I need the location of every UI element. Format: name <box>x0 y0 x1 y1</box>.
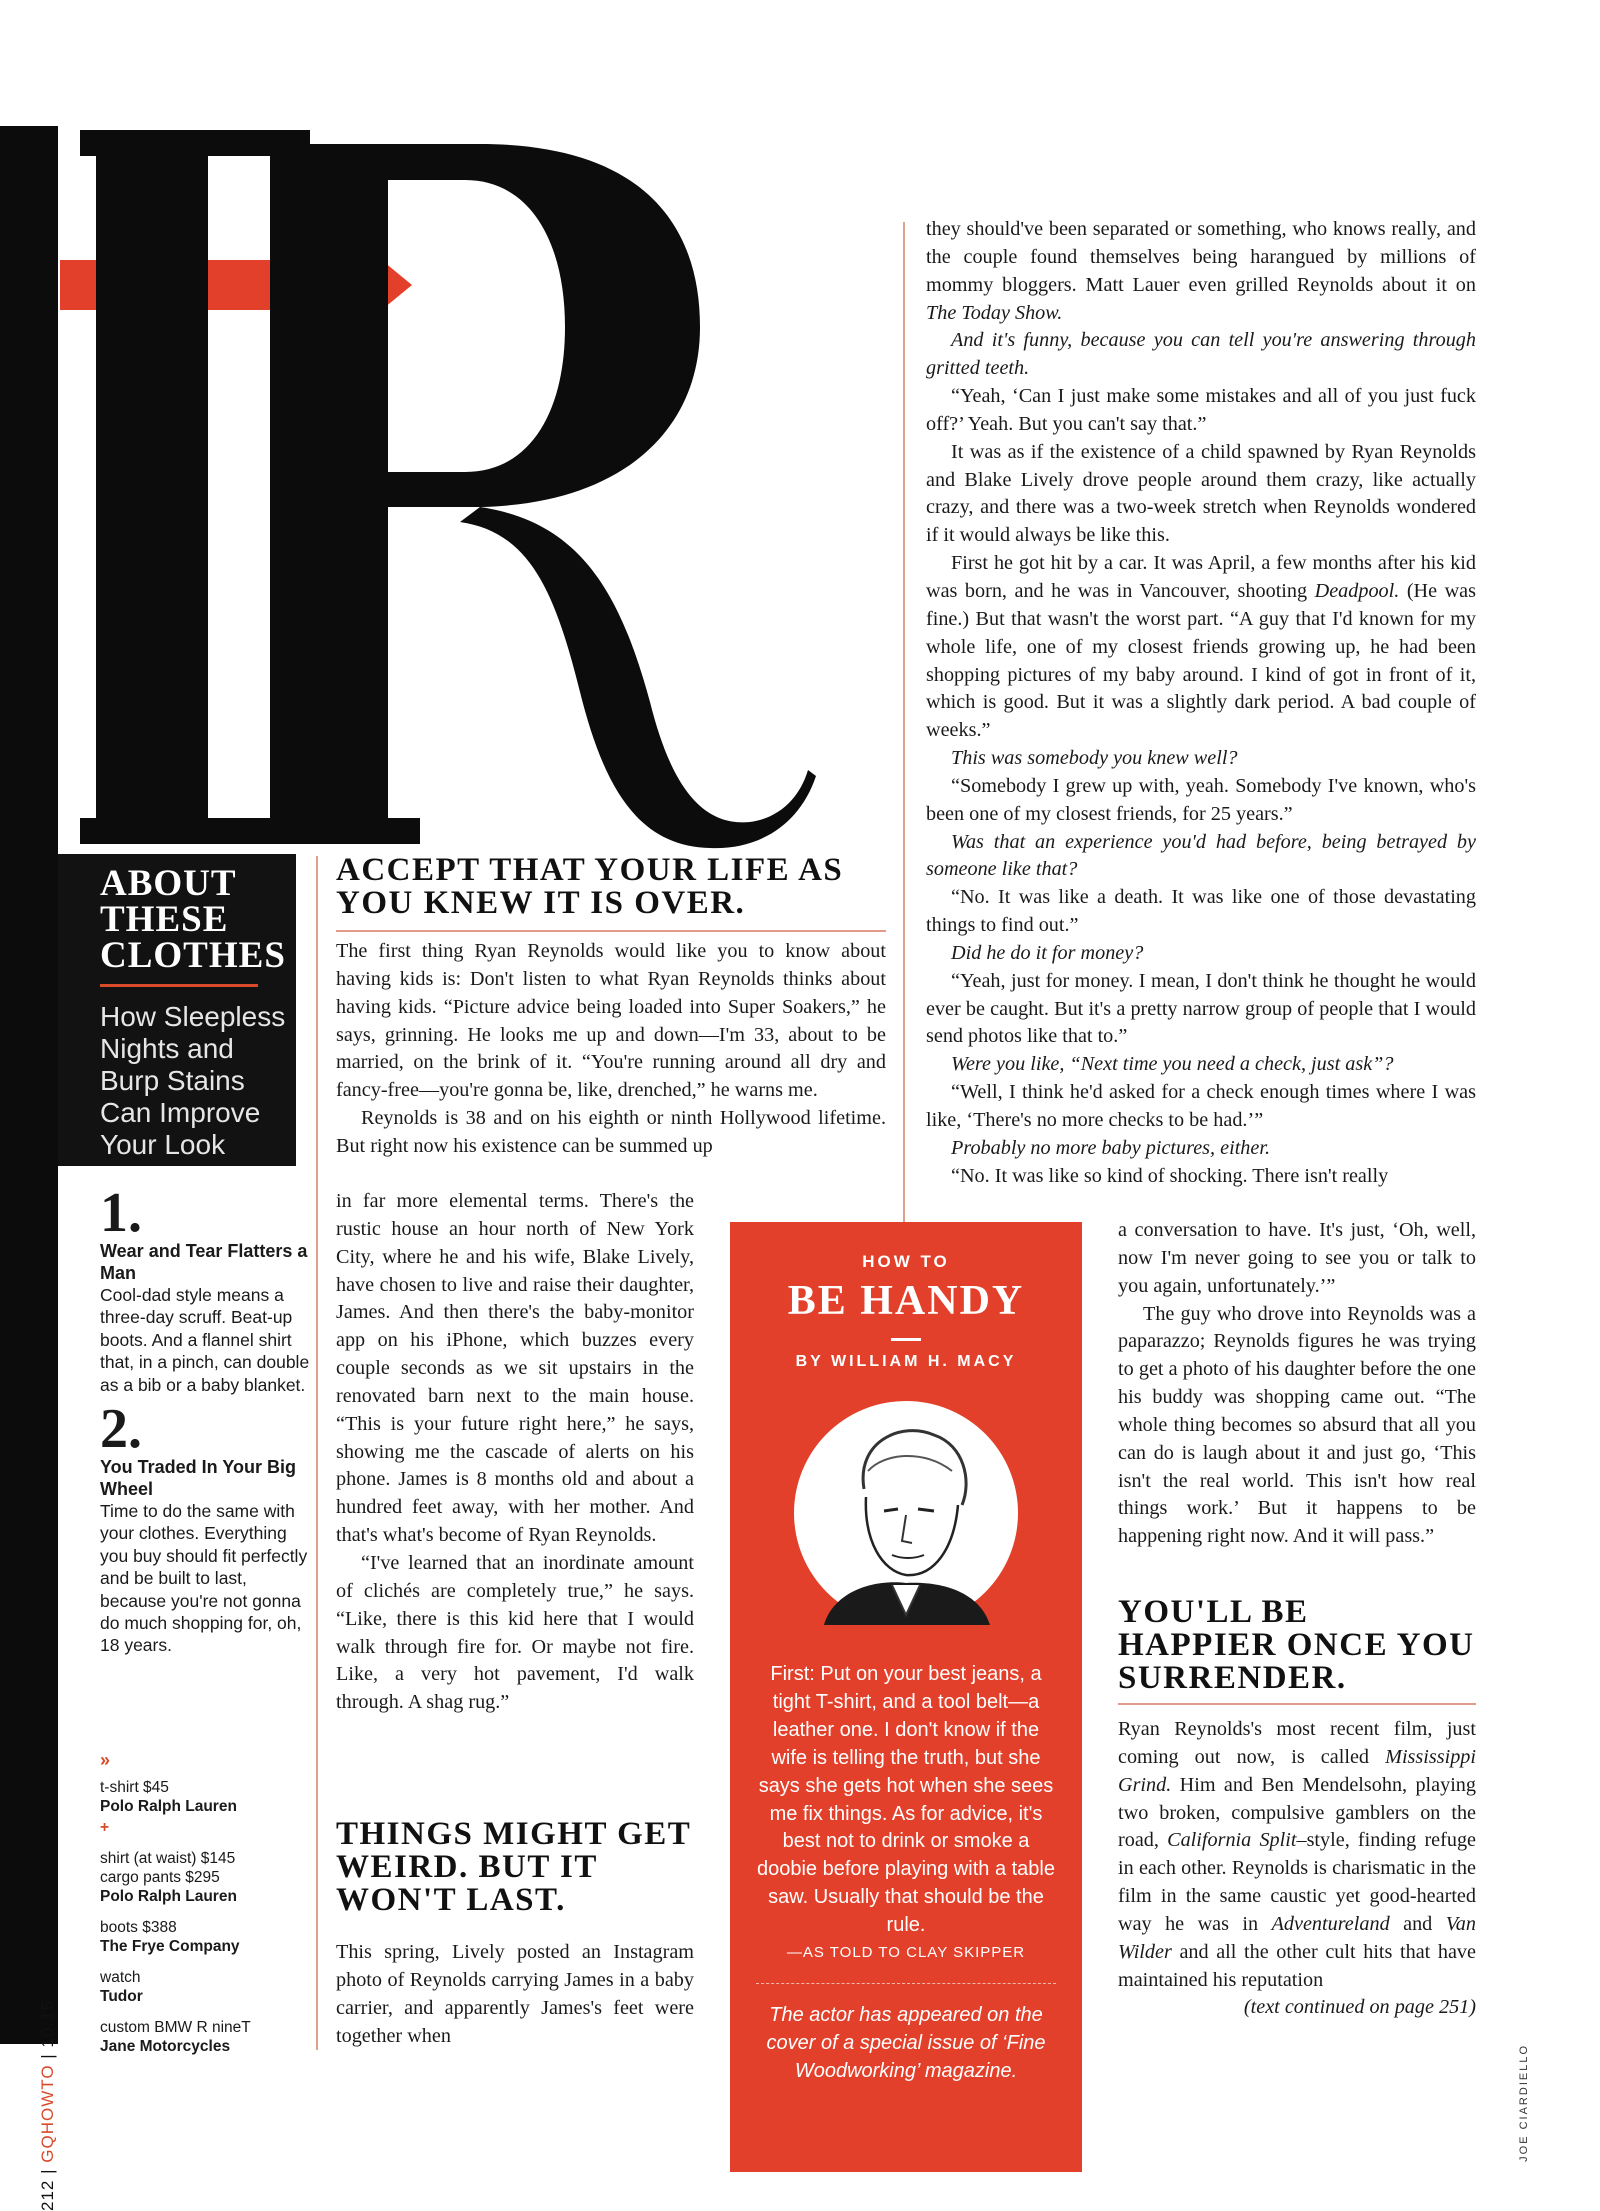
continued-note: (text continued on page 251) <box>1243 1996 1476 2019</box>
clothing-credits <box>100 1751 310 2068</box>
page-number: 212 <box>38 2179 57 2211</box>
interview-question: Probably no more baby pictures, either. <box>951 1136 1271 1159</box>
portrait-sketch-icon <box>794 1401 1018 1625</box>
item-body: Time to do the same with your clothes. Everything you buy should fit perfectly and be built to last, because you're not gonna do much shopping for, oh, 18 years. <box>100 1501 308 1656</box>
interview-question: Was that an experience you'd had before, being betrayed by someone like that? <box>926 830 1476 881</box>
article-column-2-bottom: Ryan Reynolds's most recent film, just coming out now, is called Mississippi Grind. Him and Ben Mendelsohn, playing two broken, compulsive gamblers on the road, California Split–style, finding refuge in each other. Reynolds is charismatic in the film in the same caustic yet good-hearted way he was in Adventureland and Van Wilder and all the other cult hits that have maintained his reputation (text continued on page 251) <box>1118 1718 1476 2019</box>
section-brand: GQHOWTO <box>38 2064 57 2163</box>
item-heading: Wear and Tear Flatters a Man <box>100 1241 308 1283</box>
column-divider <box>316 856 318 2050</box>
plus-icon: + <box>100 1819 110 1836</box>
interview-question: Were you like, “Next time you need a check, just ask”? <box>951 1053 1394 1076</box>
list-item <box>100 1182 310 1396</box>
section-heading: THINGS MIGHT GET WEIRD. BUT IT WON'T LAST. <box>336 1816 691 1918</box>
issue-date: 10.15 <box>38 2000 57 2048</box>
credit-entry: shirt (at waist) $145 cargo pants $295 Polo Ralph Lauren <box>100 1850 237 1905</box>
item-body: Cool-dad style means a three-day scruff. Beat-up boots. And a flannel shirt that, in a pinch, can double as a bib or a baby blanket. <box>100 1285 310 1395</box>
tips-list <box>100 1182 310 1657</box>
interview-question: Did he do it for money? <box>951 941 1144 964</box>
page-folio: 212 | GQHOWTO | 10.15 <box>38 2000 57 2211</box>
article-column-2-narrow: a conversation to have. It's just, ‘Oh, well, now I'm never going to see you or talk to you again, unfortunately.’” The guy who drove into Reynolds was a paparazzo; Reynolds figures he was trying to get a photo of his daughter before the one his buddy was shopping came out. “The whole thing becomes so absurd that all you can do is laugh about it and just go, ‘This isn't the real world. This isn't how real things work.’ But it happens to be happening right now. And it will pass.” <box>1118 1219 1476 1548</box>
item-number: 1. <box>100 1182 142 1244</box>
credit-entry: t-shirt $45 Polo Ralph Lauren + <box>100 1778 310 1837</box>
chevron-right-icon: » <box>100 1750 111 1770</box>
interview-question: And it's funny, because you can tell you're answering through gritted teeth. <box>926 329 1476 380</box>
sidebar-title: BE HANDY <box>787 1278 1025 1324</box>
how-to-be-handy-sidebar <box>730 1222 1082 2172</box>
heading-rule <box>336 930 886 932</box>
section-heading-1-wrap <box>336 854 886 932</box>
column-divider <box>903 222 905 1270</box>
illustration-credit: JOE CIARDIELLO <box>1518 2044 1530 2162</box>
drop-cap-r-graphic <box>60 52 820 852</box>
credit-entry: boots $388 The Frye Company <box>100 1919 240 1955</box>
portrait-illustration <box>794 1401 1018 1625</box>
about-rule <box>100 984 258 987</box>
interview-question: This was somebody you knew well? <box>951 747 1238 770</box>
section-heading: YOU'LL BE HAPPIER ONCE YOU SURRENDER. <box>1118 1594 1475 1696</box>
sidebar-kicker: HOW TO <box>862 1252 950 1271</box>
heading-rule <box>1118 1703 1476 1705</box>
sidebar-dash <box>891 1338 921 1341</box>
credit-entry: watch Tudor <box>100 1969 143 2005</box>
article-column-1-bottom: This spring, Lively posted an Instagram photo of Reynolds carrying James in a baby carrier, and apparently James's feet were together when <box>336 1941 694 2047</box>
section-heading-3-wrap <box>1118 1596 1476 1705</box>
article-column-1-narrow: in far more elemental terms. There's the rustic house an hour north of New York City, where he and his wife, Blake Lively, have chosen to live and raise their daughter, James. And then there's the baby-monitor app on his iPhone, which buzzes every couple seconds as we sit upstairs in the renovated barn next to the main house. “This is your future right here,” he says, showing me the cascade of alerts on his phone. James is 8 months old and about a hundred feet away, with her mother. And that's what's become of Ryan Reynolds. “I've learned that an inordinate amount of clichés are completely true,” he says. “Like, there is this kid here that I would walk through fire for. Or maybe not fire. Like, a very hot pavement, I'd walk through. A shag rug.” <box>336 1190 694 1714</box>
about-subtitle: How Sleepless Nights and Burp Stains Can Improve Your Look <box>100 1001 286 1160</box>
article-column-2-top: they should've been separated or something, who knows really, and the couple found themselves being harangued by millions of mommy bloggers. Matt Lauer even grilled Reynolds about it on The Today Show. And it's funny, because you can tell you're answering through gritted teeth. “Yeah, ‘Can I just make some mistakes and all of you just fuck off?’ Yeah. But you can't say that.” It was as if the existence of a child spawned by Ryan Reynolds and Blake Lively drove people around them crazy, like actually crazy, and there was a two-week stretch when Reynolds wondered if it would always be like this. First he got hit by a car. It was April, a few months after his kid was born, and he was in Vancouver, shooting Deadpool. (He was fine.) But that wasn't the worst part. “A guy that I'd known for my whole life, one of my closest friends growing up, he had been shopping pictures of my baby around. I kind of got in front of it, which is good. But it was a slightly dark period. A bad couple of weeks.” This was somebody you knew well? “Somebody I grew up with, yeah. Somebody I've known, who's been one of my closest friends, for 25 years.” Was that an experience you'd had before, being betrayed by someone like that? “No. It was like a death. It was like one of those devastating things to find out.” Did he do it for money? “Yeah, just for money. I mean, I don't think he thought he would ever be caught. But it's a pretty narrow group of people that I would send photos like that to.” Were you like, “Next time you need a check, just ask”? “Well, I think he'd asked for a check enough times where I was like, ‘There's no more checks to be had.’” Probably no more baby pictures, either. “No. It was like so kind of shocking. There isn't really <box>926 218 1476 1187</box>
article-column-1-top: The first thing Ryan Reynolds would like you to know about having kids is: Don't listen to what Ryan Reynolds thinks about having kids. “Picture advice being loaded into Super Soakers,” he says, grinning. He looks me up and down—I'm 33, about to be married, on the brink of it. “You're running around all dry and fancy-free—you're gonna be, like, drenched,” he warns me. Reynolds is 38 and on his eighth or ninth Hollywood lifetime. But right now his existence can be summed up <box>336 940 886 1157</box>
section-heading: ACCEPT THAT YOUR LIFE AS YOU KNEW IT IS OVER. <box>336 852 844 921</box>
credit-entry: custom BMW R nineT Jane Motorcycles <box>100 2019 251 2055</box>
item-number: 2. <box>100 1398 142 1461</box>
sidebar-fact: The actor has appeared on the cover of a special issue of ‘Fine Woodworking’ magazine. <box>766 2004 1046 2082</box>
item-heading: You Traded In Your Big Wheel <box>100 1457 297 1500</box>
list-item <box>100 1398 310 1657</box>
sidebar-credit: —AS TOLD TO CLAY SKIPPER <box>786 1944 1026 1962</box>
sidebar-byline: BY WILLIAM H. MACY <box>795 1353 1017 1370</box>
about-title: ABOUT THESE CLOTHES <box>100 863 286 976</box>
sidebar-quote: First: Put on your best jeans, a tight T-shirt, and a tool belt—a leather one. I don't know if the wife is telling the truth, but she says she gets hot when she sees me fix things. As for advice, it's best not to drink or smoke a doobie before playing with a table saw. Usually that should be the rule. <box>757 1663 1055 1937</box>
section-heading-2-wrap <box>336 1818 694 1917</box>
sidebar-separator <box>756 1983 1056 1984</box>
about-these-clothes-box <box>58 854 296 1166</box>
